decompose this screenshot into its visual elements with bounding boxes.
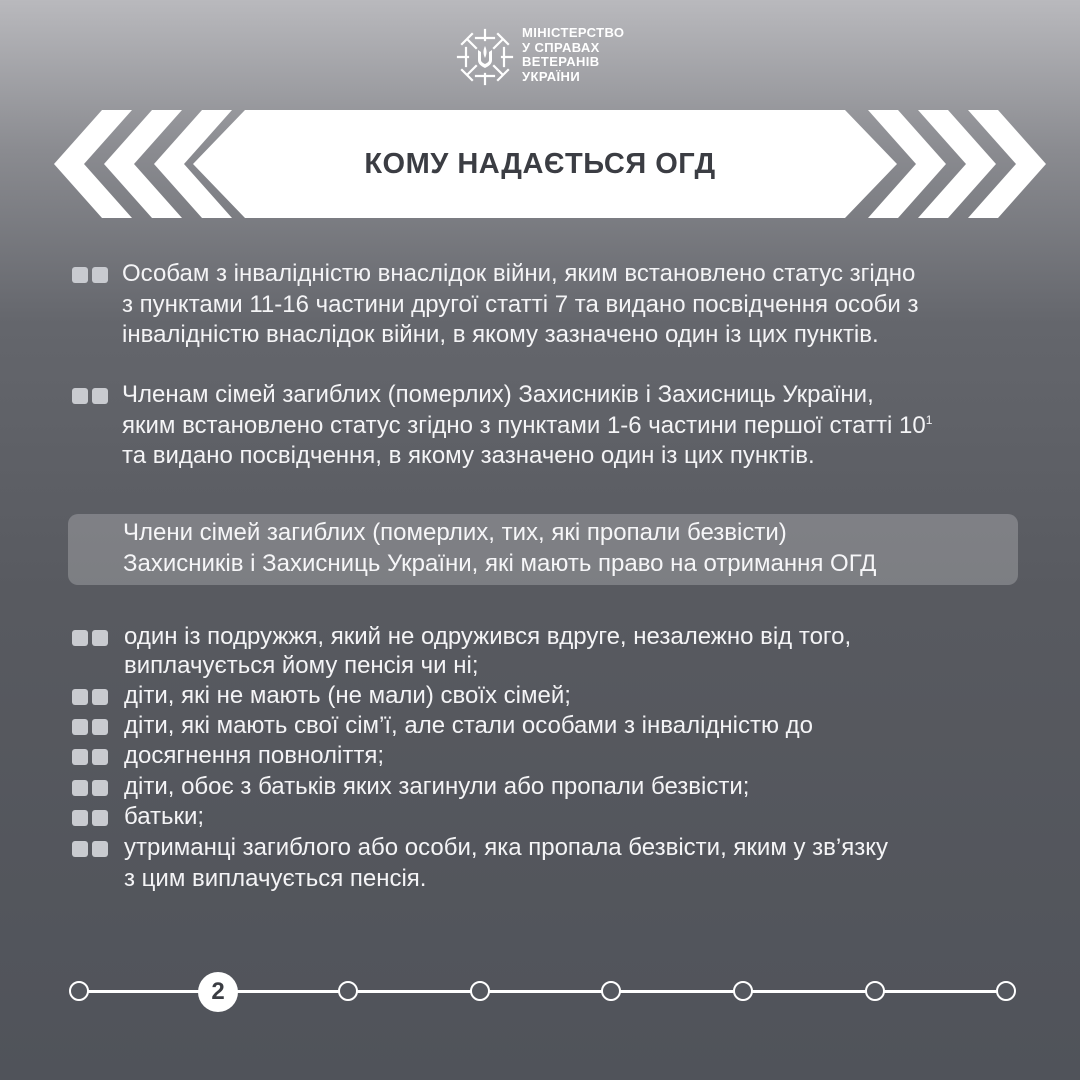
bullet-icon — [72, 841, 110, 857]
highlight-box — [68, 514, 1018, 585]
ministry-emblem-icon — [456, 28, 514, 86]
pager-current-page[interactable]: 2 — [198, 972, 238, 1012]
paragraph-line: з пунктами 11-16 частини другої статті 7 та видано посвідчення особи з — [122, 290, 919, 318]
bullet-icon — [72, 810, 110, 826]
paragraph-line: та видано посвідчення, в якому зазначено один із цих пунктів. — [122, 442, 815, 469]
pager-dot[interactable] — [338, 981, 358, 1001]
pager-dot[interactable] — [733, 981, 753, 1001]
ministry-name-line-3: ВЕТЕРАНІВ — [522, 54, 600, 69]
list-item: утриманці загиблого або особи, яка пропала безвісти, яким у зв’язку — [124, 834, 889, 861]
paragraph-line: яким встановлено статус згідно з пунктами 1-6 частини першої статті 10 — [122, 411, 926, 439]
list-item: батьки; — [124, 803, 205, 830]
bullet-icon — [72, 719, 110, 735]
list-item: один із подружжя, який не одружився вдруге, незалежно від того, — [124, 623, 852, 650]
pager-dot[interactable] — [69, 981, 89, 1001]
list-item: діти, які мають свої сім’ї, але стали особами з інвалідністю до — [124, 712, 814, 739]
paragraph-text — [122, 259, 918, 351]
highlight-line: Захисників і Захисниць України, які мають право на отримання ОГД — [123, 549, 877, 577]
ministry-logo — [456, 24, 636, 90]
superscript: 1 — [925, 412, 933, 427]
pager-dot[interactable] — [470, 981, 490, 1001]
ministry-name — [522, 26, 624, 84]
list-item: з цим виплачується пенсія. — [124, 865, 427, 892]
bullet-icon — [72, 267, 110, 283]
list-item: діти, які не мають (не мали) своїх сімей; — [124, 682, 571, 709]
paragraph-line-with-sup — [122, 411, 932, 442]
bullet-icon — [72, 689, 110, 705]
bullet-icon — [72, 388, 110, 404]
title-banner — [0, 108, 1080, 220]
bullet-icon — [72, 749, 110, 765]
bullet-icon — [72, 780, 110, 796]
bullet-icon — [72, 630, 110, 646]
paragraph-line: Членам сімей загиблих (померлих) Захисників і Захисниць України, — [122, 381, 874, 408]
highlight-line: Члени сімей загиблих (померлих, тих, які пропали безвісти) — [123, 519, 787, 546]
pager-dot[interactable] — [601, 981, 621, 1001]
ministry-name-line-4: УКРАЇНИ — [522, 68, 581, 84]
ministry-name-line-1: МІНІСТЕРСТВО — [522, 25, 625, 40]
list-item: виплачується йому пенсія чи ні; — [124, 652, 479, 679]
page-title: КОМУ НАДАЄТЬСЯ ОГД — [364, 147, 716, 180]
paragraph-line: Особам з інвалідністю внаслідок війни, яким встановлено статус згідно — [122, 260, 916, 287]
pager-dot[interactable] — [865, 981, 885, 1001]
paragraph-text — [122, 380, 932, 472]
slide-pager — [60, 964, 1020, 1020]
paragraph-line: інвалідністю внаслідок війни, в якому зазначено один із цих пунктів. — [122, 321, 879, 348]
highlight-text — [123, 518, 876, 579]
ministry-name-line-2: У СПРАВАХ — [522, 39, 600, 55]
pager-dot[interactable] — [996, 981, 1016, 1001]
list-item: діти, обоє з батьків яких загинули або пропали безвісти; — [124, 773, 750, 800]
list-item: досягнення повноліття; — [124, 742, 385, 769]
